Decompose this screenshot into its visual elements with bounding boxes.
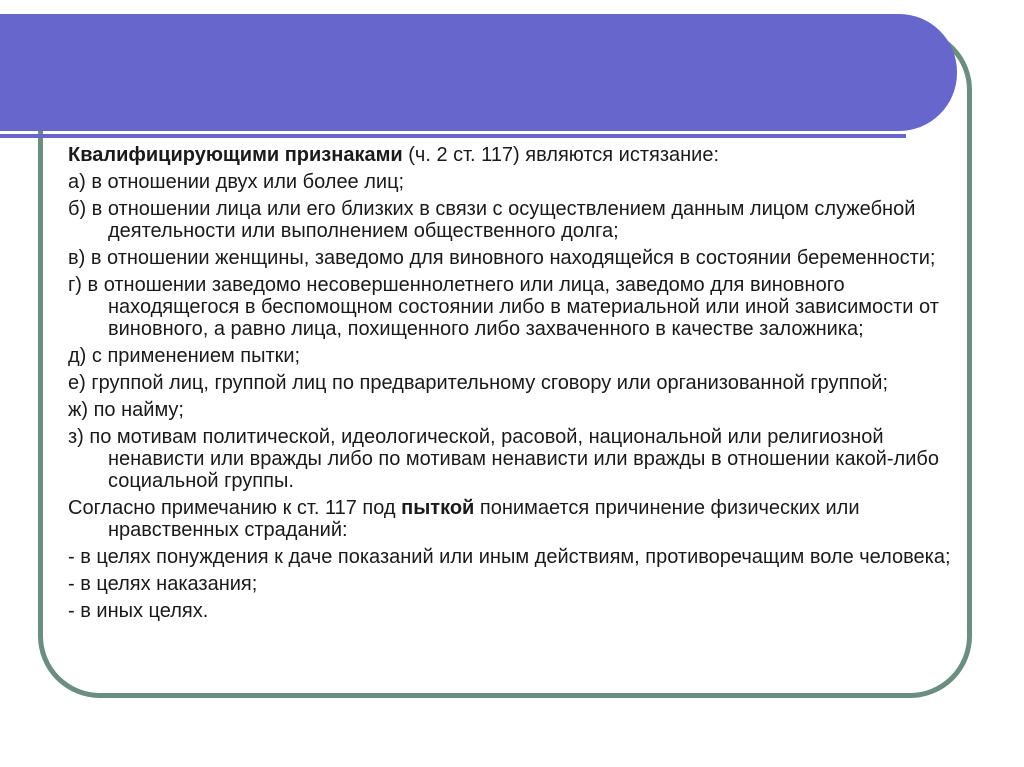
list-item: б) в отношении лица или его близких в связи с осуществлением данным лицом служебной деятельности или выполнением общественного долга;	[68, 198, 916, 242]
note-pre: Согласно примечанию к ст. 117 под	[68, 497, 402, 519]
intro-rest: (ч. 2 ст. 117) являются истязание:	[402, 144, 720, 166]
list-item: а) в отношении двух или более лиц;	[68, 171, 405, 193]
intro-bold-term: Квалифицирующими признаками	[68, 144, 403, 166]
list-item: ж) по найму;	[68, 399, 184, 421]
note-bold-term: пыткой	[401, 497, 475, 519]
slide-text	[68, 144, 960, 627]
purpose-item: - в иных целях.	[68, 600, 209, 622]
list-item: г) в отношении заведомо несовершеннолетнего или лица, заведомо для виновного находящегося в беспомощном состоянии либо в материальной или иной зависимости от виновного, а равно лица, похищенного либо захваченного в качестве заложника;	[68, 274, 939, 340]
list-item: д) с применением пытки;	[68, 345, 301, 367]
list-item: в) в отношении женщины, заведомо для виновного находящейся в состоянии беременности;	[68, 247, 936, 269]
note-paragraph	[68, 497, 960, 541]
list-item: з) по мотивам политической, идеологической, расовой, национальной или религиозной ненависти или вражды либо по мотивам ненависти или вражды в отношении какой-либо социальной группы.	[68, 426, 939, 492]
list-item: е) группой лиц, группой лиц по предварительному сговору или организованной группой;	[68, 372, 889, 394]
banner-underline	[0, 134, 906, 138]
intro-paragraph	[68, 144, 960, 166]
note-post: понимается причинение физических или нравственных страданий:	[108, 497, 860, 541]
purpose-item: - в целях наказания;	[68, 573, 258, 595]
title-banner	[0, 14, 957, 131]
purpose-item: - в целях понуждения к даче показаний или иным действиям, противоречащим воле человека;	[68, 546, 951, 568]
